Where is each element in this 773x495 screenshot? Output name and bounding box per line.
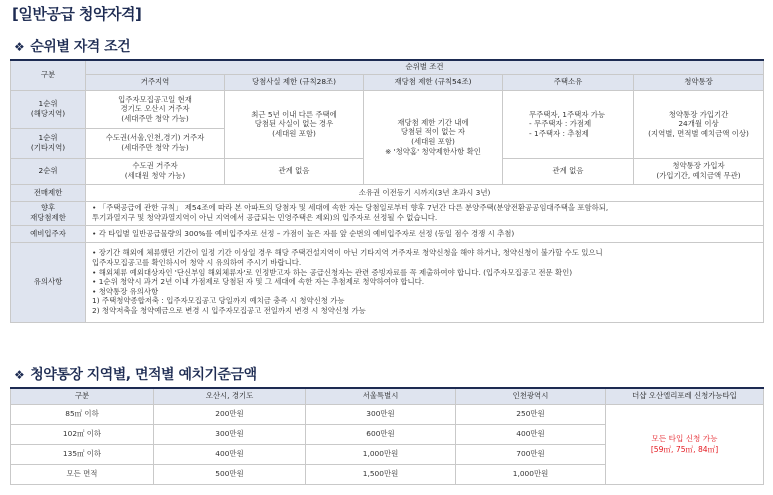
cell-incheon: 250만원 xyxy=(456,404,606,424)
row-label-transfer: 전매제한 xyxy=(11,184,86,201)
col-header-group: 순위별 조건 xyxy=(86,60,764,74)
cell-account-rank2: 청약통장 가입자 (가입기간, 예치금액 무관) xyxy=(634,158,764,184)
cell-osan: 400만원 xyxy=(154,444,306,464)
section-title-rank-conditions xyxy=(14,36,130,56)
row-label-rank1-other: 1순위 (기타지역) xyxy=(11,128,86,158)
cell-incheon: 1,000만원 xyxy=(456,464,606,484)
cell-win-limit-rank1: 최근 5년 이내 다른 주택에 당첨된 사실이 없는 경우 (세대원 포함) xyxy=(225,90,364,158)
cell-rewin-limit: 재당첨 제한 기간 내에 당첨된 적이 없는 자 (세대원 포함) ※ '청약홈' 청약제한사항 확인 xyxy=(364,90,503,184)
rank-conditions-table xyxy=(10,59,764,323)
cell-incheon: 400만원 xyxy=(456,424,606,444)
cell-area: 102㎡ 이하 xyxy=(11,424,154,444)
col-header-seoul: 서울특별시 xyxy=(306,388,456,404)
row-label-rewin: 향후 재당첨제한 xyxy=(11,201,86,225)
col-header-win-limit: 당첨사실 제한 (규칙28조) xyxy=(225,74,364,90)
row-label-reserve: 예비입주자 xyxy=(11,225,86,242)
cell-osan: 200만원 xyxy=(154,404,306,424)
col-header-residence: 거주지역 xyxy=(86,74,225,90)
cell-area: 85㎡ 이하 xyxy=(11,404,154,424)
cell-transfer-value: 소유권 이전등기 시까지(3년 초과시 3년) xyxy=(86,184,764,201)
cell-osan: 500만원 xyxy=(154,464,306,484)
col-header-account: 청약통장 xyxy=(634,74,764,90)
diamond-bullet-icon: ❖ xyxy=(14,40,25,54)
cell-osan: 300만원 xyxy=(154,424,306,444)
cell-seoul: 300만원 xyxy=(306,404,456,424)
row-label-notes: 유의사항 xyxy=(11,242,86,322)
cell-housing-rank1: 무주택자, 1주택자 가능 - 무주택자 : 가점제 - 1주택자 : 추첨제 xyxy=(503,90,634,158)
cell-residence-rank1-local: 입주자모집공고일 현재 경기도 오산시 거주자 (세대주만 청약 가능) xyxy=(86,90,225,128)
section-title-text: 순위별 자격 조건 xyxy=(30,39,131,55)
cell-area: 135㎡ 이하 xyxy=(11,444,154,464)
page-title: [일반공급 청약자격] xyxy=(12,5,142,23)
section-title-deposit xyxy=(14,364,257,384)
deposit-table xyxy=(10,387,764,485)
col-header-rewin-limit: 재당첨 제한 (규칙54조) xyxy=(364,74,503,90)
cell-housing-rank2: 관계 없음 xyxy=(503,158,634,184)
cell-account-rank1: 청약통장 가입기간 24개월 이상 (지역별, 면적별 예치금액 이상) xyxy=(634,90,764,158)
row-label-rank1-local: 1순위 (해당지역) xyxy=(11,90,86,128)
diamond-bullet-icon: ❖ xyxy=(14,368,25,382)
col-header-incheon: 인천광역시 xyxy=(456,388,606,404)
cell-available-types: 모든 타입 신청 가능 [59㎡, 75㎡, 84㎡] xyxy=(606,404,764,484)
cell-seoul: 1,500만원 xyxy=(306,464,456,484)
cell-seoul: 1,000만원 xyxy=(306,444,456,464)
cell-rewin-value: • 「주택공급에 관한 규칙」 제54조에 따라 본 아파트의 당첨자 및 세대에 속한 자는 당첨일로부터 향후 7년간 다른 분양주택(분양전환공공임대주택을 포함하되, 투기과열지구 및 청약과열지역이 아닌 지역에서 공급되는 민영주택은 제외)의 입주자로 선정될 수 없습니다. xyxy=(86,201,764,225)
col-header-osan: 오산시, 경기도 xyxy=(154,388,306,404)
cell-residence-rank1-other: 수도권(서울,인천,경기) 거주자 (세대주만 청약 가능) xyxy=(86,128,225,158)
cell-seoul: 600만원 xyxy=(306,424,456,444)
cell-residence-rank2: 수도권 거주자 (세대원 청약 가능) xyxy=(86,158,225,184)
row-label-rank2: 2순위 xyxy=(11,158,86,184)
col-header-housing: 주택소유 xyxy=(503,74,634,90)
cell-incheon: 700만원 xyxy=(456,444,606,464)
section-title-text: 청약통장 지역별, 면적별 예치기준금액 xyxy=(30,367,257,383)
cell-notes-value: • 장기간 해외에 체류했던 기간이 일정 기간 이상일 경우 해당 주택건설지역이 아닌 기타지역 거주자로 청약신청을 해야 하거나, 청약신청이 불가할 수도 있으니 입주자모집공고를 확인하시어 청약 시 유의하여 주시기 바랍니다. • 해외체류 예외대상자인 '단신부임 해외체류자'로 인정받고자 하는 공급신청자는 관련 증빙자료를 꼭 제출하여야 합니다. (입주자모집공고 전문 확인) • 1순위 청약시 과거 2년 이내 가점제로 당첨된 자 및 그 세대에 속한 자는 추첨제로 청약하여야 합니다. • 청약통장 유의사항 1) 주택청약종합저축 : 입주자모집공고 당일까지 예치금 충족 시 청약신청 가능 2) 청약저축을 청약예금으로 변경 시 입주자모집공고 전일까지 변경 시 청약신청 가능 xyxy=(86,242,764,322)
table-row xyxy=(11,404,764,424)
cell-reserve-value: • 각 타입별 일반공급물량의 300%를 예비입주자로 선정 – 가점이 높은 자를 앞 순번의 예비입주자로 선정 (동일 점수 경쟁 시 추첨) xyxy=(86,225,764,242)
cell-area: 모든 면적 xyxy=(11,464,154,484)
col-header-area: 구분 xyxy=(11,388,154,404)
col-header-gubun: 구분 xyxy=(11,60,86,90)
cell-win-limit-rank2: 관계 없음 xyxy=(225,158,364,184)
col-header-types: 더샵 오산엘리포레 신청가능타입 xyxy=(606,388,764,404)
